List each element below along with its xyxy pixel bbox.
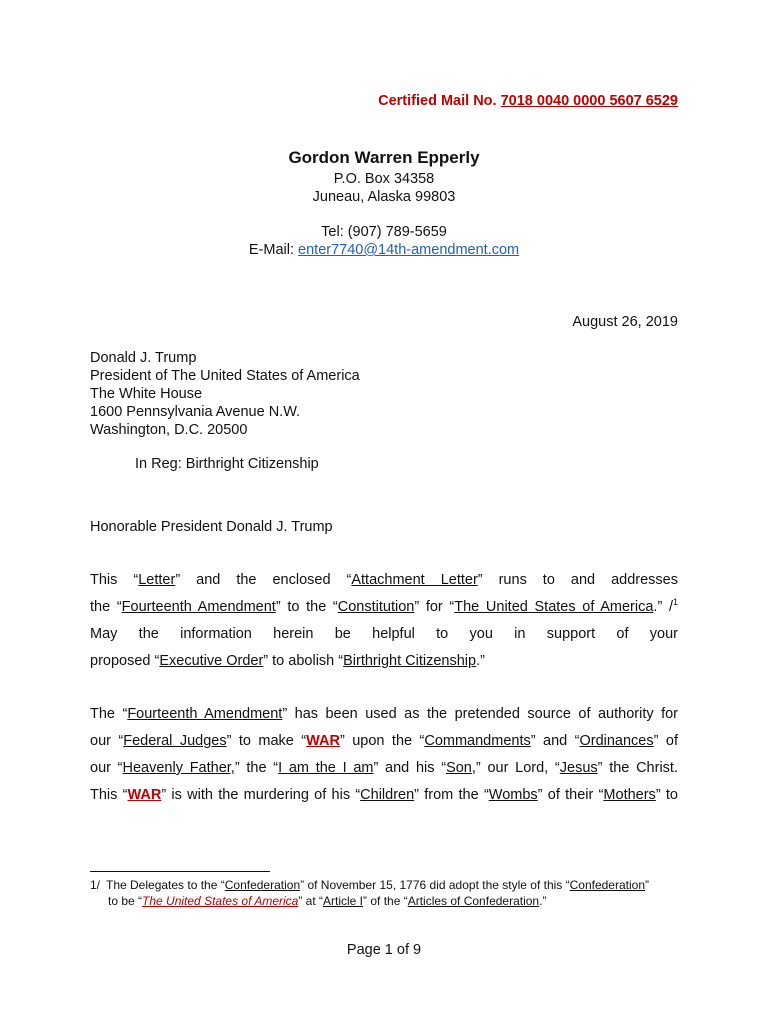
term-executive-order: Executive Order	[159, 653, 264, 669]
term-heavenly-father: Heavenly Father,	[122, 760, 235, 776]
recipient-name: Donald J. Trump	[90, 350, 197, 366]
recipient-office: The White House	[90, 386, 203, 402]
certified-number: 7018 0040 0000 5607 6529	[500, 93, 678, 109]
salutation: Honorable President Donald J. Trump	[90, 519, 333, 535]
term-children: Children	[360, 787, 415, 803]
p1-line-2: the “Fourteenth Amendment” to the “Constitution” for “The United States of America.” /$^1$	[90, 597, 678, 615]
fn-term-usa: The United States of America	[142, 894, 299, 908]
sender-tel: Tel: (907) 789-5659	[321, 224, 447, 240]
p2-line-4: This “WAR” is with the murdering of his “Children” from the “Wombs” of their “Mothers” to	[90, 787, 678, 803]
p1-line-4: proposed “Executive Order” to abolish “Birthright Citizenship.”	[90, 653, 485, 669]
term-mothers: Mothers	[603, 787, 656, 803]
footnote-rule	[90, 871, 270, 872]
term-war-2: WAR	[127, 787, 162, 803]
term-fourteenth-amendment-2: Fourteenth Amendment	[127, 706, 283, 722]
sender-name: Gordon Warren Epperly	[288, 148, 480, 167]
certified-label: Certified Mail No.	[378, 93, 501, 109]
recipient-address	[90, 349, 360, 439]
term-letter: Letter	[138, 572, 176, 588]
footnote-line-1: 1/ The Delegates to the “Confederation” of November 15, 1776 did adopt the style of this “Confederation”	[90, 878, 649, 892]
footnote-ref: 1	[672, 597, 678, 608]
p1-line-3: May the information herein be helpful to you in support of your	[90, 626, 678, 642]
fn-term-articles-of-confederation: Articles of Confederation	[407, 894, 540, 908]
footnote-1	[90, 877, 690, 909]
email-label: E-Mail:	[248, 242, 299, 258]
term-federal-judges: Federal Judges	[123, 733, 227, 749]
p2-line-2: our “Federal Judges” to make “WAR” upon the “Commandments” and “Ordinances” of	[90, 733, 678, 749]
fn-term-confederation-2: Confederation	[569, 878, 645, 892]
paragraph-1	[90, 567, 678, 675]
in-reg-line: In Reg: Birthright Citizenship	[135, 456, 319, 472]
term-attachment-letter: Attachment Letter	[351, 572, 478, 588]
term-constitution: Constitution	[337, 599, 415, 615]
term-son: Son	[446, 760, 472, 776]
sender-email-line	[0, 241, 768, 259]
term-war: WAR	[306, 733, 340, 749]
p2-line-3: our “Heavenly Father,” the “I am the I am” and his “Son,” our Lord, “Jesus” the Christ.	[90, 760, 678, 776]
term-wombs: Wombs	[488, 787, 538, 803]
p1-line-1: This “Letter” and the enclosed “Attachment Letter” runs to and addresses	[90, 572, 678, 588]
page-number: Page 1 of 9	[346, 942, 422, 958]
term-fourteenth-amendment: Fourteenth Amendment	[121, 599, 276, 615]
footnote-line-2: to be “The United States of America” at “Article I” of the “Articles of Confederation.”	[108, 894, 547, 908]
fn-term-confederation: Confederation	[224, 878, 301, 892]
paragraph-2	[90, 701, 678, 809]
term-jesus: Jesus	[559, 760, 598, 776]
term-ordinances: Ordinances	[579, 733, 654, 749]
fn-term-article-i: Article I	[323, 894, 364, 908]
sender-po-box: P.O. Box 34358	[333, 171, 435, 187]
term-usa: The United States of America	[454, 599, 654, 615]
recipient-street: 1600 Pennsylvania Avenue N.W.	[90, 404, 301, 420]
footnote-mark: 1/	[90, 878, 101, 892]
p2-line-1: The “Fourteenth Amendment” has been used as the pretended source of authority for	[90, 706, 679, 722]
letter-date: August 26, 2019	[572, 314, 678, 330]
certified-mail-line	[378, 93, 678, 109]
term-commandments: Commandments	[424, 733, 531, 749]
sender-city: Juneau, Alaska 99803	[312, 189, 456, 205]
term-i-am: I am the I am	[278, 760, 374, 776]
recipient-title: President of The United States of America	[90, 368, 360, 384]
term-birthright-citizenship: Birthright Citizenship	[343, 653, 477, 669]
email-link[interactable]: enter7740@14th-amendment.com	[298, 242, 520, 258]
recipient-city: Washington, D.C. 20500	[90, 422, 248, 438]
